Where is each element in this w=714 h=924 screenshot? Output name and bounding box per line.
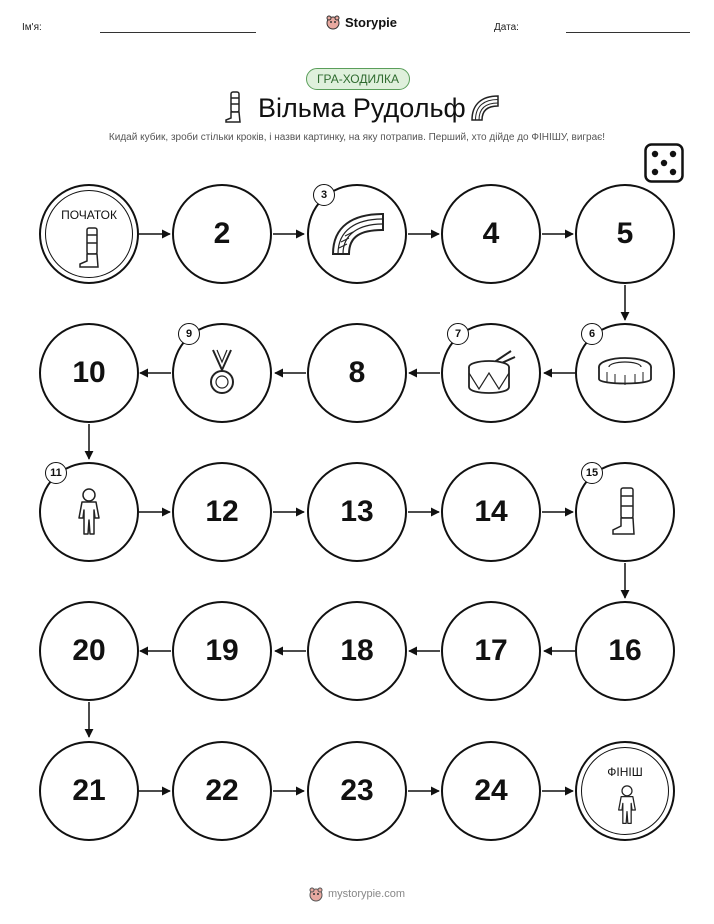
space-number: 7 bbox=[447, 323, 469, 345]
leg-brace-icon bbox=[77, 226, 105, 270]
space-23[interactable] bbox=[307, 741, 407, 841]
space-20[interactable] bbox=[39, 601, 139, 701]
space-number: 23 bbox=[340, 774, 374, 807]
space-15[interactable] bbox=[575, 462, 675, 562]
space-24[interactable] bbox=[441, 741, 541, 841]
person-icon bbox=[74, 488, 104, 536]
drum-icon bbox=[463, 349, 519, 397]
space-7[interactable] bbox=[441, 323, 541, 423]
footer-url[interactable]: mystorypie.com bbox=[328, 888, 406, 900]
space-18[interactable] bbox=[307, 601, 407, 701]
space-5[interactable] bbox=[575, 184, 675, 284]
space-19[interactable] bbox=[172, 601, 272, 701]
space-number: 5 bbox=[616, 217, 634, 250]
space-21[interactable] bbox=[39, 741, 139, 841]
space-number: 18 bbox=[340, 634, 374, 667]
space-number: 6 bbox=[581, 323, 603, 345]
space-number: 15 bbox=[581, 462, 603, 484]
space-number: 2 bbox=[213, 217, 231, 250]
space-number: 10 bbox=[72, 356, 106, 389]
space-number: 19 bbox=[205, 634, 239, 667]
space-14[interactable] bbox=[441, 462, 541, 562]
space-10[interactable] bbox=[39, 323, 139, 423]
space-number: 3 bbox=[313, 184, 335, 206]
space-number: 20 bbox=[72, 634, 106, 667]
space-number: 8 bbox=[348, 356, 366, 389]
space-number: 4 bbox=[482, 217, 500, 250]
brand-name: Storypie bbox=[345, 14, 398, 30]
page-title: Вільма Рудольф bbox=[258, 93, 466, 123]
space-4[interactable] bbox=[441, 184, 541, 284]
space-17[interactable] bbox=[441, 601, 541, 701]
space-3[interactable] bbox=[307, 184, 407, 284]
space-number: 12 bbox=[205, 495, 239, 528]
finish-label: ФІНІШ bbox=[607, 765, 643, 779]
leg-brace-icon bbox=[610, 486, 640, 538]
space-number: 22 bbox=[205, 774, 239, 807]
space-9[interactable] bbox=[172, 323, 272, 423]
date-label: Дата: bbox=[494, 22, 519, 33]
space-13[interactable] bbox=[307, 462, 407, 562]
space-number: 13 bbox=[340, 495, 374, 528]
space-number: 11 bbox=[45, 462, 67, 484]
running-track-icon bbox=[327, 208, 387, 260]
space-number: 16 bbox=[608, 634, 642, 667]
medal-icon bbox=[207, 348, 237, 398]
space-22[interactable] bbox=[172, 741, 272, 841]
space-number: 21 bbox=[72, 774, 106, 807]
start-label: ПОЧАТОК bbox=[61, 208, 117, 222]
space-finish[interactable] bbox=[575, 741, 675, 841]
stadium-icon bbox=[595, 353, 655, 393]
space-11[interactable] bbox=[39, 462, 139, 562]
game-type-badge: ГРА-ХОДИЛКА bbox=[306, 68, 410, 90]
instructions: Кидай кубик, зроби стільки кроків, і назви картинку, на яку потрапив. Перший, хто дійде до ФІНІШУ, виграє! bbox=[108, 132, 606, 143]
footer bbox=[308, 886, 405, 902]
space-6[interactable] bbox=[575, 323, 675, 423]
space-number: 9 bbox=[178, 323, 200, 345]
space-number: 17 bbox=[474, 634, 508, 667]
person-icon bbox=[614, 785, 640, 825]
space-number: 24 bbox=[474, 774, 508, 807]
space-16[interactable] bbox=[575, 601, 675, 701]
space-12[interactable] bbox=[172, 462, 272, 562]
space-start[interactable] bbox=[39, 184, 139, 284]
space-number: 14 bbox=[474, 495, 508, 528]
name-label: Ім'я: bbox=[22, 22, 42, 33]
space-8[interactable] bbox=[307, 323, 407, 423]
space-2[interactable] bbox=[172, 184, 272, 284]
storypie-icon bbox=[308, 886, 324, 902]
